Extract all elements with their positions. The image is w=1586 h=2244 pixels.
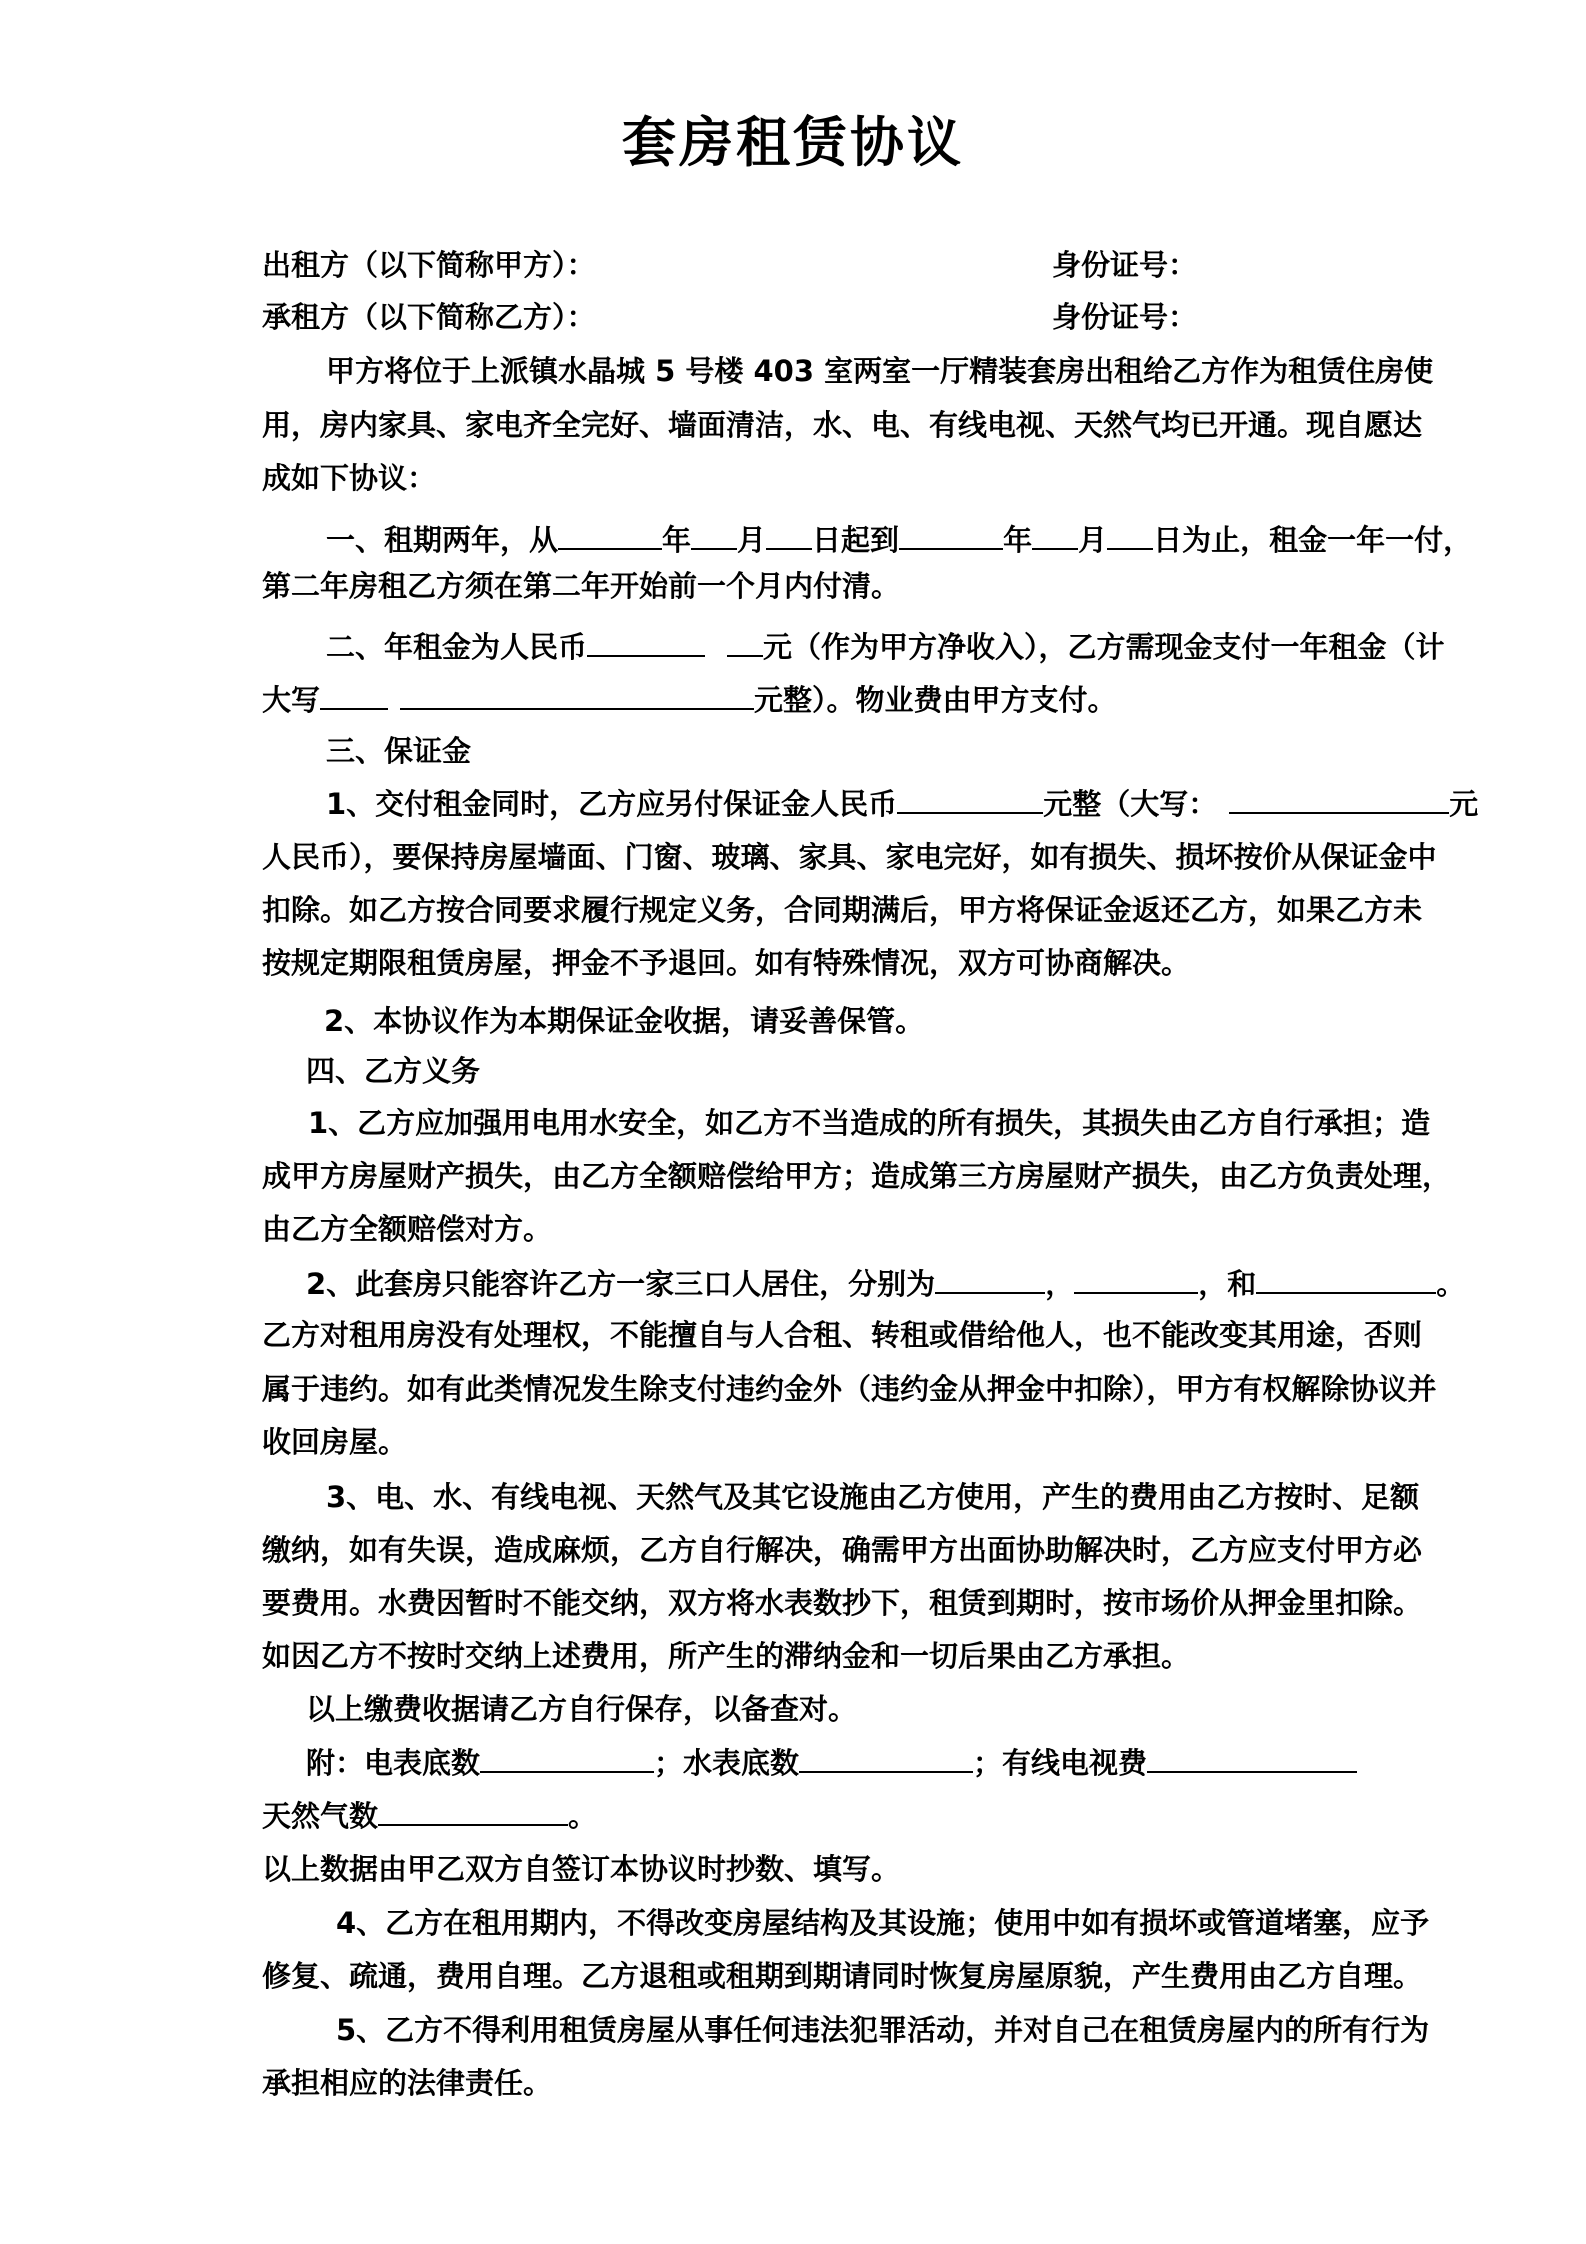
- clause1-month-label: 月: [737, 523, 767, 557]
- clause1-month-label: 月: [1078, 523, 1108, 557]
- gas-reading-line: [262, 1794, 1502, 1836]
- deposit-line: 扣除。如乙方按合同要求履行规定义务，合同期满后，甲方将保证金返还乙方，如果乙方未: [262, 893, 1423, 927]
- occupants-line: [306, 1262, 1546, 1304]
- data-note: 以上数据由甲乙双方自签订本协议时抄数、填写。: [262, 1852, 901, 1886]
- clause2-line2: [262, 678, 1502, 720]
- deposit-line: [326, 782, 1566, 824]
- end-month-blank[interactable]: [1032, 518, 1078, 550]
- gas-reading-blank[interactable]: [378, 1794, 568, 1826]
- start-month-blank[interactable]: [691, 518, 737, 550]
- clause2-text: 元整）。物业费由甲方支付。: [754, 683, 1117, 717]
- clause2-text: 元（作为甲方净收入），乙方需现金支付一年租金（计: [763, 630, 1445, 664]
- receipt-note: 以上缴费收据请乙方自行保存，以备查对。: [306, 1692, 858, 1726]
- occupants-and: ，和: [1198, 1267, 1257, 1301]
- rent-uppercase-blank-3[interactable]: [650, 678, 754, 710]
- meter-text: ；水表底数: [654, 1746, 800, 1780]
- gas-text: 天然气数: [262, 1799, 379, 1833]
- rent-amount-blank-2[interactable]: [727, 625, 763, 657]
- clause3-heading: 三、保证金: [326, 734, 472, 768]
- clause1-line: [326, 518, 1566, 560]
- obligation-line: 要费用。水费因暂时不能交纳，双方将水表数抄下，租赁到期时，按市场价从押金里扣除。: [262, 1586, 1423, 1620]
- clause2-text: 二、年租金为人民币: [326, 630, 588, 664]
- clause2-text: 大写: [262, 683, 321, 717]
- deposit-text: 元: [1449, 787, 1479, 821]
- cable-tv-fee-blank[interactable]: [1147, 1741, 1357, 1773]
- intro-line: 成如下协议：: [262, 461, 437, 495]
- deposit-receipt-line: 2、本协议作为本期保证金收据，请妥善保管。: [324, 1004, 925, 1038]
- electric-meter-blank[interactable]: [480, 1741, 654, 1773]
- lessor-line: [262, 244, 1502, 286]
- obligation-line: 5、乙方不得利用租赁房屋从事任何违法犯罪活动，并对自己在租赁房屋内的所有行为: [336, 2013, 1430, 2047]
- obligation-line: 3、电、水、有线电视、天然气及其它设施由乙方使用，产生的费用由乙方按时、足额: [326, 1480, 1420, 1514]
- deposit-text: 1、交付租金同时，乙方应另付保证金人民币: [326, 787, 898, 821]
- meter-text: 附：电表底数: [306, 1746, 481, 1780]
- lessee-line: [262, 296, 1502, 338]
- obligation-line: 如因乙方不按时交纳上述费用，所产生的滞纳金和一切后果由乙方承担。: [262, 1639, 1191, 1673]
- occupant-2-blank[interactable]: [1074, 1262, 1198, 1294]
- deposit-line: 按规定期限租赁房屋，押金不予退回。如有特殊情况，双方可协商解决。: [262, 946, 1191, 980]
- clause1-line2: 第二年房租乙方须在第二年开始前一个月内付清。: [262, 569, 901, 603]
- intro-line: 甲方将位于上派镇水晶城 5 号楼 403 室两室一厅精装套房出租给乙方作为租赁住房使: [326, 354, 1434, 388]
- clause2-line: [326, 625, 1566, 667]
- start-day-blank[interactable]: [766, 518, 812, 550]
- obligation-line: 1、乙方应加强用电用水安全，如乙方不当造成的所有损失，其损失由乙方自行承担；造: [308, 1106, 1431, 1140]
- start-year-blank[interactable]: [558, 518, 662, 550]
- end-year-blank[interactable]: [899, 518, 1003, 550]
- occupants-text: 2、此套房只能容许乙方一家三口人居住，分别为: [306, 1267, 936, 1301]
- rent-uppercase-blank[interactable]: [320, 678, 388, 710]
- lessor-label: 出租方（以下简称甲方）：: [262, 248, 596, 282]
- deposit-amount-blank[interactable]: [897, 782, 1043, 814]
- lessee-label: 承租方（以下简称乙方）：: [262, 300, 596, 334]
- rent-uppercase-blank-2[interactable]: [400, 678, 650, 710]
- meter-readings-line: [306, 1741, 1546, 1783]
- clause1-day-label: 日起到: [812, 523, 900, 557]
- deposit-text: 元整（大写：: [1043, 787, 1218, 821]
- occupants-comma: ，: [1045, 1267, 1075, 1301]
- obligation-line: 4、乙方在租用期内，不得改变房屋结构及其设施；使用中如有损坏或管道堵塞，应予: [336, 1906, 1430, 1940]
- water-meter-blank[interactable]: [799, 1741, 973, 1773]
- obligation-line: 属于违约。如有此类情况发生除支付违约金外（违约金从押金中扣除），甲方有权解除协议并: [262, 1372, 1437, 1406]
- intro-line: 用，房内家具、家电齐全完好、墙面清洁，水、电、有线电视、天然气均已开通。现自愿达: [262, 408, 1423, 442]
- clause4-heading: 四、乙方义务: [306, 1054, 481, 1088]
- meter-text: ；有线电视费: [973, 1746, 1148, 1780]
- occupant-3-blank[interactable]: [1256, 1262, 1436, 1294]
- obligation-line: 由乙方全额赔偿对方。: [262, 1212, 553, 1246]
- occupant-1-blank[interactable]: [935, 1262, 1045, 1294]
- clause1-text: 一、租期两年，从: [326, 523, 559, 557]
- occupants-end: 。: [1436, 1267, 1466, 1301]
- obligation-line: 修复、疏通，费用自理。乙方退租或租期到期请同时恢复房屋原貌，产生费用由乙方自理。: [262, 1959, 1423, 1993]
- obligation-line: 缴纳，如有失误，造成麻烦，乙方自行解决，确需甲方出面协助解决时，乙方应支付甲方必: [262, 1533, 1423, 1567]
- clause1-text: 日为止，租金一年一付，: [1153, 523, 1473, 557]
- deposit-line: 人民币），要保持房屋墙面、门窗、玻璃、家具、家电完好，如有损失、损坏按价从保证金中: [262, 840, 1437, 874]
- obligation-line: 成甲方房屋财产损失，由乙方全额赔偿给甲方；造成第三方房屋财产损失，由乙方负责处理，: [262, 1159, 1452, 1193]
- obligation-line: 收回房屋。: [262, 1425, 408, 1459]
- obligation-line: 承担相应的法律责任。: [262, 2066, 553, 2100]
- document-title: 套房租赁协议: [622, 111, 964, 174]
- clause1-year-label: 年: [1003, 523, 1033, 557]
- rent-amount-blank[interactable]: [587, 625, 705, 657]
- obligation-line: 乙方对租用房没有处理权，不能擅自与人合租、转租或借给他人，也不能改变其用途，否则: [262, 1318, 1423, 1352]
- gas-end: 。: [568, 1799, 598, 1833]
- lessor-id-label: 身份证号：: [1052, 248, 1198, 282]
- clause1-year-label: 年: [662, 523, 692, 557]
- end-day-blank[interactable]: [1107, 518, 1153, 550]
- lessee-id-label: 身份证号：: [1052, 300, 1198, 334]
- deposit-uppercase-blank[interactable]: [1229, 782, 1449, 814]
